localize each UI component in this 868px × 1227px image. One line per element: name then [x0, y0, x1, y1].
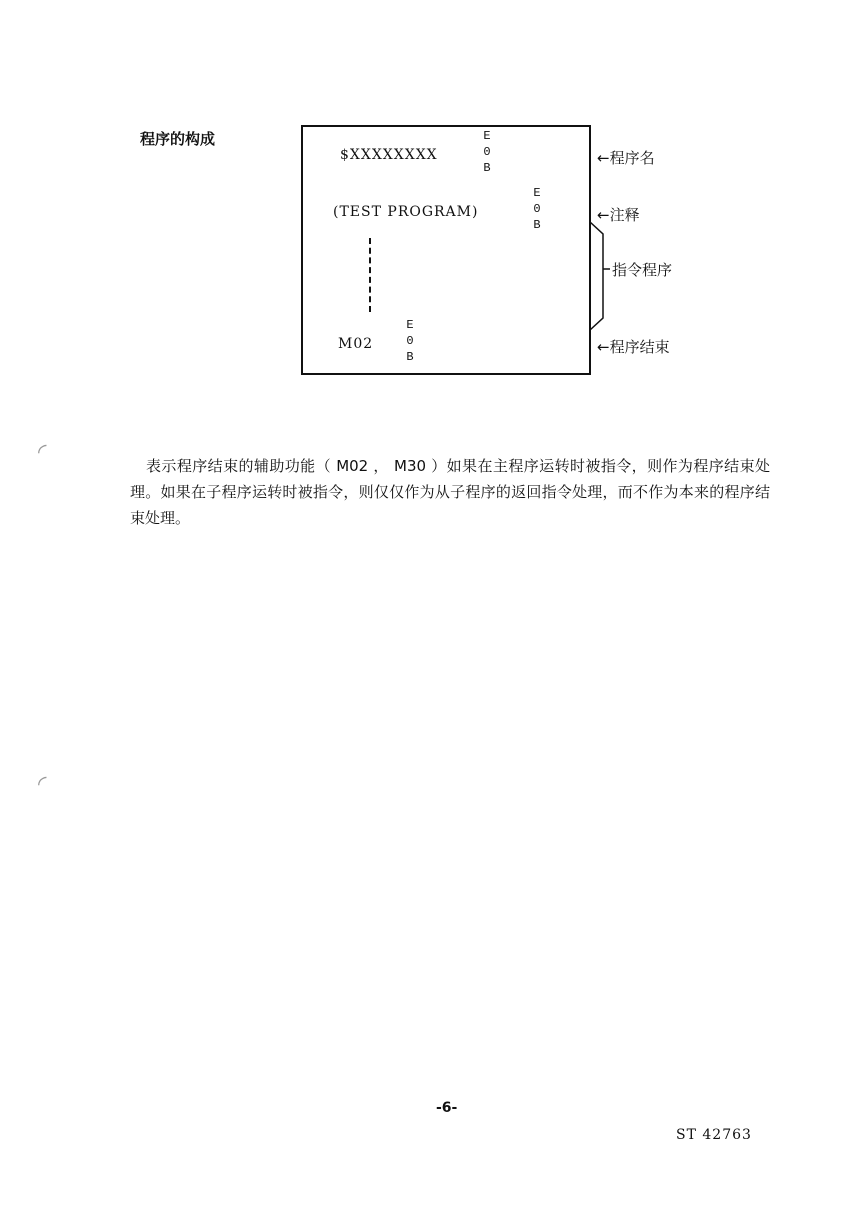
eob-b: B: [533, 218, 541, 232]
eob-marker-2: [531, 185, 543, 233]
document-id: ST 42763: [676, 1127, 752, 1143]
annotation-program-end: ←程序结束: [597, 338, 670, 356]
eob-e: E: [406, 318, 414, 332]
eob-0: 0: [483, 145, 491, 159]
command-program-bracket: [588, 220, 612, 334]
annotation-command-program: 指令程序: [612, 261, 673, 279]
eob-0: 0: [533, 202, 541, 216]
annotation-comment: ←注释: [597, 206, 640, 224]
omitted-lines-dashes: [369, 238, 371, 312]
scan-binding-mark: ◜: [38, 772, 47, 797]
annotation-program-name: ←程序名: [597, 149, 655, 167]
scan-binding-mark: ◜: [38, 440, 47, 465]
eob-b: B: [406, 350, 414, 364]
eob-marker-1: [481, 128, 493, 176]
eob-b: B: [483, 161, 491, 175]
comment-line: (TEST PROGRAM): [333, 204, 479, 220]
eob-e: E: [533, 186, 541, 200]
section-title: 程序的构成: [140, 130, 216, 148]
eob-e: E: [483, 129, 491, 143]
end-line: M02: [338, 336, 374, 352]
explanation-paragraph: 表示程序结束的辅助功能（ M02 ， M30 ）如果在主程序运转时被指令，则作为程序结束处理。如果在子程序运转时被指令，则仅仅作为从子程序的返回指令处理，而不作为本来的程序结束处理。: [130, 457, 770, 527]
eob-marker-3: [404, 317, 416, 365]
eob-0: 0: [406, 334, 414, 348]
program-name-line: $XXXXXXXX: [340, 147, 438, 163]
page-number: -6-: [436, 1100, 458, 1116]
